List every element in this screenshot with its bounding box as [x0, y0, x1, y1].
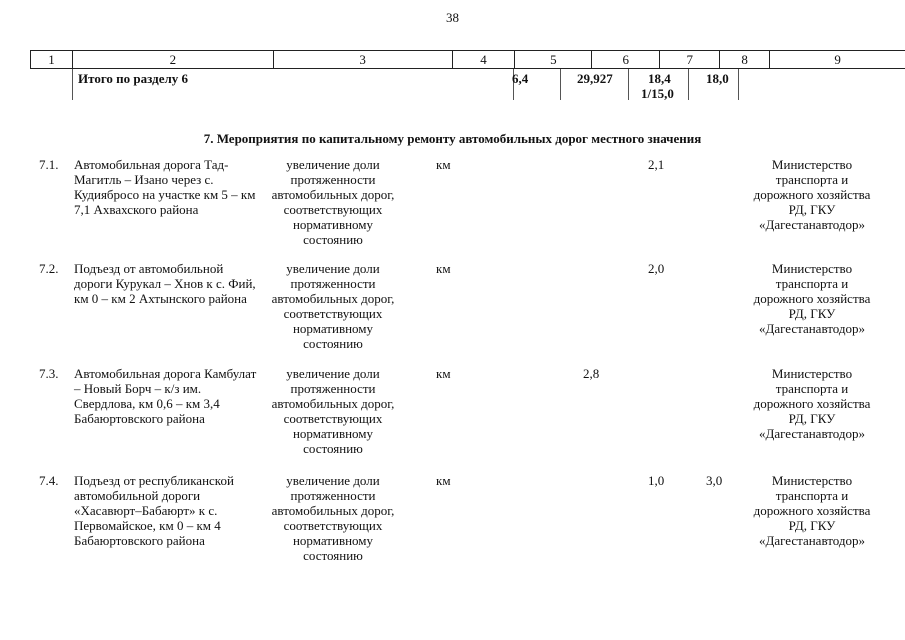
- header-col-5: 5: [515, 51, 592, 68]
- unit: км: [436, 473, 451, 488]
- executor: Министерство транспорта и дорожного хозяйства РД, ГКУ «Дагестанавтодор»: [753, 261, 871, 336]
- row-number: 7.3.: [39, 366, 59, 381]
- unit: км: [436, 261, 451, 276]
- indicator: увеличение доли протяженности автомобильных дорог, соответствующих нормативному состоянию: [271, 261, 395, 351]
- indicator: увеличение доли протяженности автомобильных дорог, соответствующих нормативному состоянию: [271, 473, 395, 563]
- total-col-5: 6,4: [512, 71, 529, 86]
- header-col-2: 2: [73, 51, 274, 68]
- row-number: 7.4.: [39, 473, 59, 488]
- header-col-3: 3: [274, 51, 453, 68]
- header-col-8: 8: [720, 51, 770, 68]
- column-divider: [738, 69, 739, 100]
- total-label: Итого по разделу 6: [78, 71, 189, 86]
- total-col-7: 18,4: [648, 71, 671, 86]
- total-col-7-second-line: 1/15,0: [641, 86, 674, 101]
- executor: Министерство транспорта и дорожного хозяйства РД, ГКУ «Дагестанавтодор»: [753, 157, 871, 232]
- column-divider: [628, 69, 629, 100]
- value-col-7: 1,0: [648, 473, 665, 488]
- indicator: увеличение доли протяженности автомобильных дорог, соответствующих нормативному состоянию: [271, 157, 395, 247]
- header-col-4: 4: [453, 51, 516, 68]
- executor: Министерство транспорта и дорожного хозяйства РД, ГКУ «Дагестанавтодор»: [753, 366, 871, 441]
- value-col-5: 2,8: [583, 366, 600, 381]
- header-col-7: 7: [660, 51, 720, 68]
- table-header-row: [30, 50, 905, 69]
- total-col-8: 18,0: [706, 71, 729, 86]
- indicator: увеличение доли протяженности автомобильных дорог, соответствующих нормативному состоянию: [271, 366, 395, 456]
- unit: км: [436, 157, 451, 172]
- header-col-6: 6: [592, 51, 660, 68]
- value-col-7: 2,0: [648, 261, 665, 276]
- unit: км: [436, 366, 451, 381]
- row-number: 7.1.: [39, 157, 59, 172]
- column-divider: [688, 69, 689, 100]
- value-col-8: 3,0: [706, 473, 723, 488]
- header-col-1: 1: [31, 51, 73, 68]
- road-name: Подъезд от автомобильной дороги Курукал – Хнов к с. Фий, км 0 – км 2 Ахтынского района: [74, 261, 256, 306]
- executor: Министерство транспорта и дорожного хозяйства РД, ГКУ «Дагестанавтодор»: [753, 473, 871, 548]
- road-name: Автомобильная дорога Тад-Магитль – Изано через с. Кудиябросо на участке км 5 – км 7,1 Ахвахского района: [74, 157, 256, 217]
- column-divider: [560, 69, 561, 100]
- row-number: 7.2.: [39, 261, 59, 276]
- road-name: Подъезд от республиканской автомобильной дороги «Хасавюрт–Бабаюрт» к с. Первомайское, км 0 – км 4 Бабаюртовского района: [74, 473, 234, 548]
- section-title: 7. Мероприятия по капитальному ремонту автомобильных дорог местного значения: [203, 131, 702, 146]
- header-col-9: 9: [770, 51, 905, 68]
- value-col-7: 2,1: [648, 157, 665, 172]
- column-divider: [72, 69, 73, 100]
- page-number: 38: [446, 10, 459, 25]
- total-col-6: 29,927: [577, 71, 613, 86]
- road-name: Автомобильная дорога Камбулат – Новый Борч – к/з им. Свердлова, км 0,6 – км 3,4 Бабаюртовского района: [74, 366, 257, 426]
